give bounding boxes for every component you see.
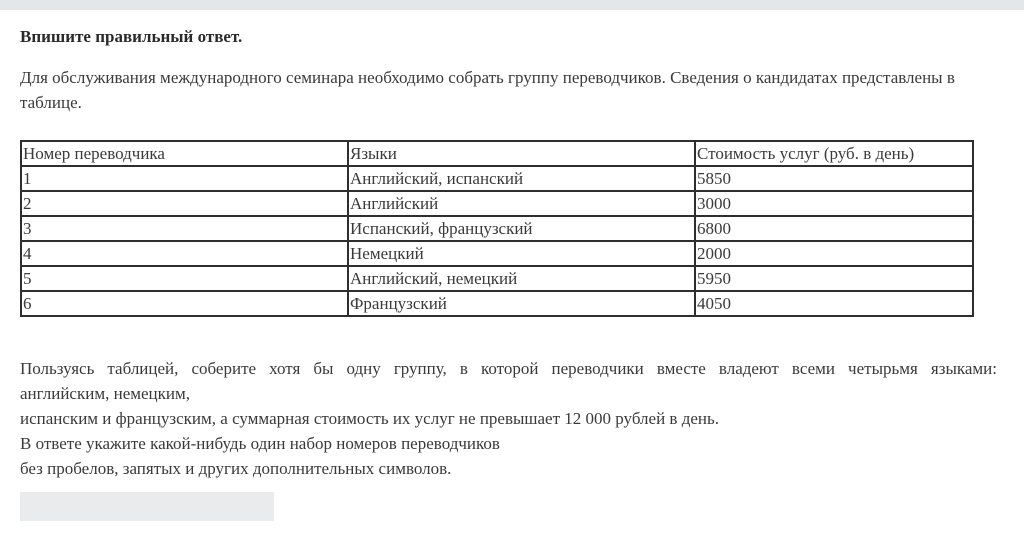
answer-input[interactable]	[20, 492, 274, 521]
cell-cost: 5850	[695, 166, 973, 191]
cell-number: 3	[21, 216, 348, 241]
cell-cost: 5950	[695, 266, 973, 291]
cell-number: 5	[21, 266, 348, 291]
header-translator-number: Номер переводчика	[21, 141, 348, 166]
table-row	[21, 166, 973, 191]
header-languages: Языки	[348, 141, 695, 166]
table-row	[21, 266, 973, 291]
translators-table	[20, 140, 974, 317]
table-row	[21, 216, 973, 241]
table-header-row	[21, 141, 973, 166]
table-row	[21, 191, 973, 216]
task-instruction: Впишите правильный ответ.	[20, 27, 243, 46]
table-row	[21, 241, 973, 266]
cell-cost: 6800	[695, 216, 973, 241]
table-row	[21, 291, 973, 316]
task-question-text	[20, 356, 997, 481]
question-line: Пользуясь таблицей, соберите хотя бы одну группу, в которой переводчики вместе владеют всеми четырьмя языками:	[20, 359, 997, 378]
question-line: В ответе укажите какой-нибудь один набор номеров переводчиков	[20, 434, 500, 453]
question-line: без пробелов, запятых и других дополнительных символов.	[20, 459, 452, 478]
cell-number: 4	[21, 241, 348, 266]
cell-languages: Испанский, французский	[348, 216, 695, 241]
cell-languages: Немецкий	[348, 241, 695, 266]
cell-cost: 4050	[695, 291, 973, 316]
cell-languages: Английский, немецкий	[348, 266, 695, 291]
cell-languages: Английский, испанский	[348, 166, 695, 191]
cell-languages: Английский	[348, 191, 695, 216]
header-cost: Стоимость услуг (руб. в день)	[695, 141, 973, 166]
question-line: испанским и французским, а суммарная стоимость их услуг не превышает 12 000 рублей в день.	[20, 409, 720, 428]
top-bar	[0, 0, 1024, 10]
cell-cost: 3000	[695, 191, 973, 216]
task-intro-text: Для обслуживания международного семинара необходимо собрать группу переводчиков. Сведения о кандидатах представлены в таблице.	[20, 68, 955, 112]
cell-number: 1	[21, 166, 348, 191]
cell-languages: Французский	[348, 291, 695, 316]
cell-number: 2	[21, 191, 348, 216]
cell-cost: 2000	[695, 241, 973, 266]
question-line: английским, немецким,	[20, 384, 190, 403]
cell-number: 6	[21, 291, 348, 316]
